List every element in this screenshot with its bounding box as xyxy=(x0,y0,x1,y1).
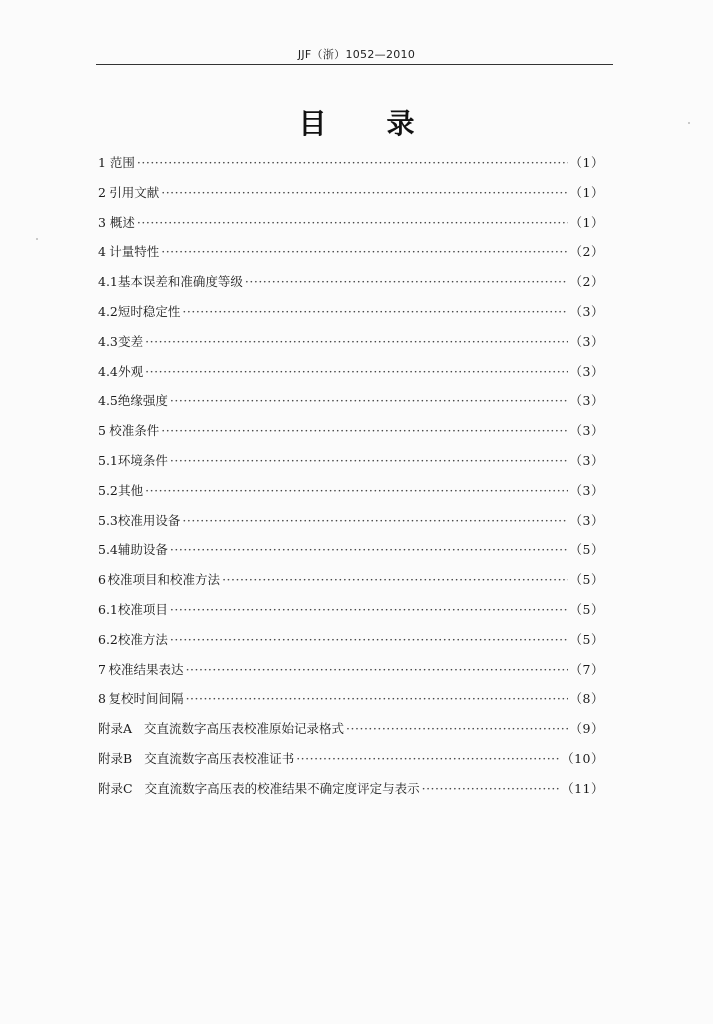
toc-number: 5.4 xyxy=(98,542,118,558)
toc-page: （3） xyxy=(569,303,604,319)
toc-page: （3） xyxy=(569,393,604,409)
toc-page: （3） xyxy=(569,452,604,468)
toc-entry[interactable] xyxy=(98,535,604,565)
toc-label: 校准结果表达 xyxy=(108,661,184,677)
toc-label: 交直流数字高压表校准原始记录格式 xyxy=(144,721,345,737)
page-title: 目录 xyxy=(298,107,475,140)
toc-page: （3） xyxy=(569,363,604,379)
toc-entry[interactable] xyxy=(98,386,604,416)
toc-entry[interactable] xyxy=(98,208,604,238)
toc-number: 4 xyxy=(98,244,106,260)
toc-number: 7 xyxy=(98,661,106,677)
toc-entry[interactable] xyxy=(98,625,604,655)
dot-leader xyxy=(182,297,567,327)
toc-number: 5.2 xyxy=(98,482,118,498)
toc-label: 短时稳定性 xyxy=(117,303,181,319)
dot-leader xyxy=(161,237,567,267)
toc-number: 6.1 xyxy=(98,601,118,617)
dot-leader xyxy=(170,625,568,655)
dot-leader xyxy=(170,595,568,625)
dot-leader xyxy=(145,476,567,506)
toc-entry[interactable] xyxy=(98,446,604,476)
dot-leader xyxy=(161,416,567,446)
toc-label: 外观 xyxy=(118,363,144,379)
toc-number: 2 xyxy=(98,184,106,200)
dot-leader xyxy=(137,208,568,238)
toc-entry[interactable] xyxy=(98,595,604,625)
dot-leader xyxy=(145,327,567,357)
toc-number: 5 xyxy=(98,423,106,439)
scan-speck xyxy=(36,238,38,240)
dot-leader xyxy=(137,148,568,178)
toc-page: （2） xyxy=(569,274,604,290)
toc-page: （10） xyxy=(561,750,604,766)
toc-page: （5） xyxy=(569,601,604,617)
toc-entry[interactable] xyxy=(98,327,604,357)
toc-label: 变差 xyxy=(118,333,144,349)
toc-entry[interactable] xyxy=(98,565,604,595)
toc-number: 8 xyxy=(98,691,106,707)
document-header: JJF（浙）1052—2010 xyxy=(297,48,416,61)
toc-entry[interactable] xyxy=(98,357,604,387)
toc-label: 辅助设备 xyxy=(117,542,168,558)
dot-leader xyxy=(145,357,567,387)
toc-label: 交直流数字高压表的校准结果不确定度评定与表示 xyxy=(144,780,420,796)
toc-number: 1 xyxy=(98,155,106,170)
dot-leader xyxy=(170,446,568,476)
toc-label: 复校时间间隔 xyxy=(108,691,184,707)
toc-number: 4.3 xyxy=(98,333,118,349)
toc-label: 校准用设备 xyxy=(117,512,181,528)
toc-number: 附录A xyxy=(98,721,133,737)
toc-page: （9） xyxy=(569,721,604,737)
dot-leader xyxy=(296,744,559,774)
toc-page: （3） xyxy=(569,482,604,498)
toc-number: 附录C xyxy=(98,780,133,796)
toc-entry[interactable] xyxy=(98,267,604,297)
dot-leader xyxy=(245,267,568,297)
dot-leader xyxy=(170,535,568,565)
toc-entry[interactable] xyxy=(98,655,604,685)
toc-label: 校准项目 xyxy=(117,601,168,617)
toc-number: 4.2 xyxy=(98,303,118,319)
toc-label: 交直流数字高压表校准证书 xyxy=(144,750,295,766)
toc-entry[interactable] xyxy=(98,684,604,714)
toc-label: 概述 xyxy=(109,214,135,230)
toc-entry[interactable] xyxy=(98,744,604,774)
toc-number: 4.1 xyxy=(98,274,118,290)
toc-entry[interactable] xyxy=(98,774,604,804)
toc-page: （8） xyxy=(569,691,604,707)
toc-label: 基本误差和准确度等级 xyxy=(117,274,243,290)
dot-leader xyxy=(346,714,568,744)
toc-entry[interactable] xyxy=(98,476,604,506)
dot-leader xyxy=(222,565,567,595)
dot-leader xyxy=(182,506,567,536)
toc-entry[interactable] xyxy=(98,506,604,536)
table-of-contents xyxy=(98,148,604,804)
toc-page: （5） xyxy=(569,572,604,588)
toc-page: （3） xyxy=(569,512,604,528)
toc-label: 校准方法 xyxy=(117,631,168,647)
toc-number: 附录B xyxy=(98,750,133,766)
dot-leader xyxy=(186,684,568,714)
toc-entry[interactable] xyxy=(98,178,604,208)
toc-label: 引用文献 xyxy=(109,184,160,200)
toc-entry[interactable] xyxy=(98,297,604,327)
toc-label: 校准条件 xyxy=(109,423,160,439)
dot-leader xyxy=(170,386,568,416)
toc-label: 校准项目和校准方法 xyxy=(107,572,221,588)
toc-number: 4.4 xyxy=(98,363,118,379)
toc-entry[interactable] xyxy=(98,148,604,178)
toc-page: （5） xyxy=(569,542,604,558)
toc-page: （1） xyxy=(569,155,604,170)
toc-page: （3） xyxy=(569,333,604,349)
dot-leader xyxy=(186,655,568,685)
toc-number: 6 xyxy=(98,572,106,588)
toc-page: （1） xyxy=(569,184,604,200)
scan-speck xyxy=(688,122,690,124)
toc-label: 绝缘强度 xyxy=(117,393,168,409)
toc-number: 4.5 xyxy=(98,393,118,409)
toc-page: （2） xyxy=(569,244,604,260)
toc-entry[interactable] xyxy=(98,416,604,446)
header-rule xyxy=(96,64,613,65)
toc-label: 计量特性 xyxy=(109,244,160,260)
toc-page: （7） xyxy=(569,661,604,677)
toc-number: 5.1 xyxy=(98,452,118,468)
dot-leader xyxy=(422,774,560,804)
toc-number: 6.2 xyxy=(98,631,118,647)
toc-number: 5.3 xyxy=(98,512,118,528)
toc-label: 其他 xyxy=(118,482,144,498)
toc-page: （1） xyxy=(569,214,604,230)
toc-label: 环境条件 xyxy=(117,452,168,468)
toc-label: 范围 xyxy=(109,155,135,170)
toc-entry[interactable] xyxy=(98,237,604,267)
toc-page: （11） xyxy=(561,780,604,796)
dot-leader xyxy=(161,178,567,208)
toc-page: （5） xyxy=(569,631,604,647)
toc-entry[interactable] xyxy=(98,714,604,744)
toc-page: （3） xyxy=(569,423,604,439)
toc-number: 3 xyxy=(98,214,106,230)
